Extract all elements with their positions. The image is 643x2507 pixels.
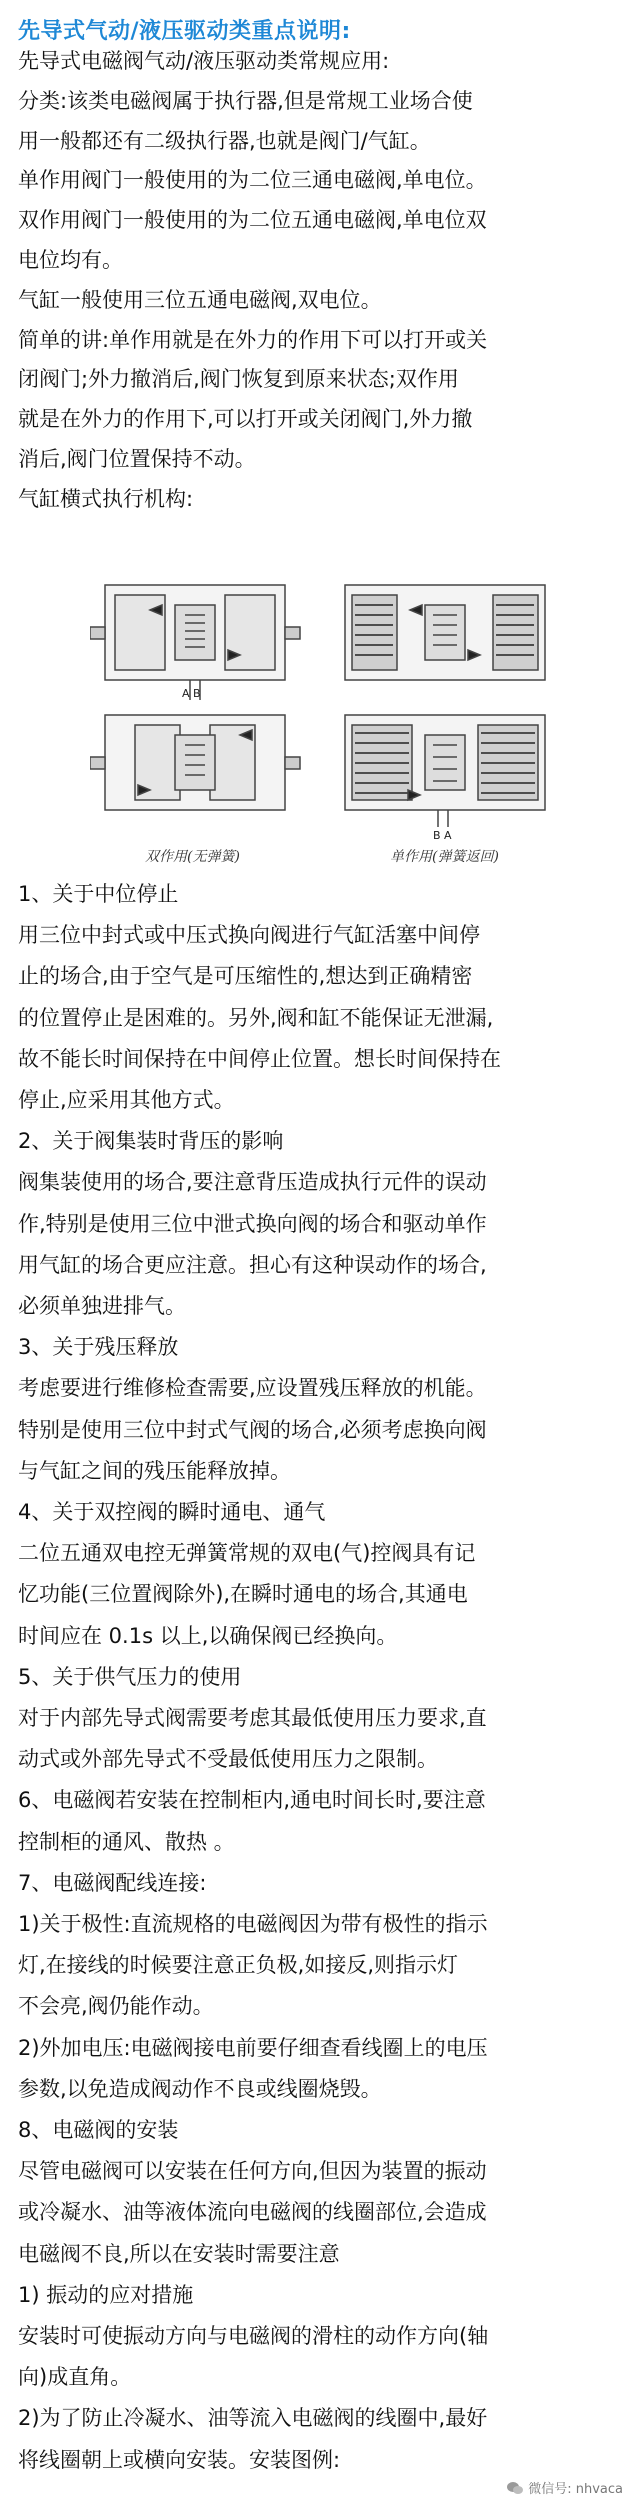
text-line: 控制柜的通风、散热 。 — [18, 1829, 235, 1854]
text-line: 用三位中封式或中压式换向阀进行气缸活塞中间停 — [18, 923, 480, 948]
text-line: 用一般都还有二级执行器,也就是阀门/气缸。 — [18, 128, 431, 153]
text-line: 1)关于极性:直流规格的电磁阀因为带有极性的指示 — [18, 1912, 488, 1936]
text-line: 1、关于中位停止 — [18, 882, 179, 906]
wechat-icon — [507, 2481, 523, 2495]
text-line: 就是在外力的作用下,可以打开或关闭阀门,外力撤 — [18, 407, 473, 432]
spring-return-open-drawing — [345, 585, 545, 680]
text-line: 将线圈朝上或横向安装。安装图例: — [18, 2447, 341, 2472]
text-line: 气缸一般使用三位五通电磁阀,双电位。 — [18, 287, 382, 312]
text-line: 电位均有。 — [18, 248, 123, 272]
text-line: 6、电磁阀若安装在控制柜内,通电时间长时,要注意 — [18, 1788, 486, 1813]
text-line: 5、关于供气压力的使用 — [18, 1664, 242, 1689]
text-line: 止的场合,由于空气是可压缩性的,想达到正确精密 — [18, 964, 473, 989]
text-line: 消后,阀门位置保持不动。 — [18, 447, 256, 471]
text-line: 7、电磁阀配线连接: — [18, 1870, 207, 1895]
section-title: 先导式气动/液压驱动类重点说明: — [18, 19, 351, 44]
text-line: 对于内部先导式阀需要考虑其最低使用压力要求,直 — [18, 1706, 487, 1730]
text-line: 4、关于双控阀的瞬时通电、通气 — [18, 1500, 326, 1524]
text-line: 参数,以免造成阀动作不良或线圈烧毁。 — [18, 2076, 382, 2101]
text-line: 或冷凝水、油等液体流向电磁阀的线圈部位,会造成 — [18, 2200, 487, 2225]
text-line: 双作用阀门一般使用的为二位五通电磁阀,单电位双 — [18, 208, 487, 233]
text-line: 先导式电磁阀气动/液压驱动类常规应用: — [18, 49, 390, 73]
text-line: 时间应在 0.1s 以上,以确保阀已经换向。 — [18, 1623, 398, 1648]
right-caption: 单作用(弹簧返回) — [390, 849, 499, 865]
text-line: 用气缸的场合更应注意。担心有这种误动作的场合, — [18, 1252, 487, 1277]
text-line: 的位置停止是困难的。另外,阀和缸不能保证无泄漏, — [18, 1005, 494, 1030]
text-line: 8、电磁阀的安装 — [18, 2118, 179, 2142]
text-line: 必须单独进排气。 — [18, 1294, 186, 1318]
text-line: 故不能长时间保持在中间停止位置。想长时间保持在 — [18, 1046, 501, 1071]
right-port-labels: B A — [433, 829, 452, 842]
watermark — [501, 2476, 629, 2499]
text-line: 阀集装使用的场合,要注意背压造成执行元件的误动 — [18, 1170, 487, 1195]
left-port-labels: A B — [182, 687, 201, 700]
text-line: 2、关于阀集装时背压的影响 — [18, 1129, 284, 1154]
text-line: 单作用阀门一般使用的为二位三通电磁阀,单电位。 — [18, 168, 487, 193]
text-line: 忆功能(三位置阀除外),在瞬时通电的场合,其通电 — [18, 1582, 468, 1607]
actuator-figure — [90, 565, 560, 870]
text-line: 停止,应采用其他方式。 — [18, 1088, 235, 1112]
text-line: 安装时可使振动方向与电磁阀的滑柱的动作方向(轴 — [18, 2324, 489, 2348]
text-line: 闭阀门;外力撤消后,阀门恢复到原来状态;双作用 — [18, 367, 459, 392]
text-line: 不会亮,阀仍能作动。 — [18, 1994, 214, 2019]
text-line: 与气缸之间的残压能释放掉。 — [18, 1458, 291, 1483]
watermark-text: 微信号: nhvaca — [528, 2482, 623, 2497]
text-line: 动式或外部先导式不受最低使用压力之限制。 — [18, 1747, 438, 1772]
text-line: 3、关于残压释放 — [18, 1335, 179, 1360]
actuator-diagram — [90, 565, 560, 870]
text-line: 气缸横式执行机构: — [18, 486, 194, 511]
spring-return-closed-drawing — [345, 715, 545, 827]
text-line: 二位五通双电控无弹簧常规的双电(气)控阀具有记 — [18, 1541, 476, 1566]
text-line: 考虑要进行维修检查需要,应设置残压释放的机能。 — [18, 1376, 487, 1401]
text-line: 2)为了防止冷凝水、油等流入电磁阀的线圈中,最好 — [18, 2406, 488, 2431]
text-line: 作,特别是使用三位中泄式换向阀的场合和驱动单作 — [18, 1211, 487, 1236]
text-line: 简单的讲:单作用就是在外力的作用下可以打开或关 — [18, 327, 488, 352]
text-line: 特别是使用三位中封式气阀的场合,必须考虑换向阀 — [18, 1417, 487, 1442]
text-line: 电磁阀不良,所以在安装时需要注意 — [18, 2241, 340, 2266]
text-line: 灯,在接线的时候要注意正负极,如接反,则指示灯 — [18, 1953, 459, 1978]
double-acting-closed-drawing — [90, 715, 300, 810]
left-caption: 双作用(无弹簧) — [145, 849, 240, 865]
double-acting-open-drawing — [90, 585, 300, 700]
text-line: 1) 振动的应对措施 — [18, 2282, 194, 2307]
text-line: 2)外加电压:电磁阀接电前要仔细查看线圈上的电压 — [18, 2035, 488, 2060]
text-line: 向)成直角。 — [18, 2365, 132, 2390]
text-line: 分类:该类电磁阀属于执行器,但是常规工业场合使 — [18, 88, 473, 113]
text-line: 尽管电磁阀可以安装在任何方向,但因为装置的振动 — [18, 2159, 487, 2184]
